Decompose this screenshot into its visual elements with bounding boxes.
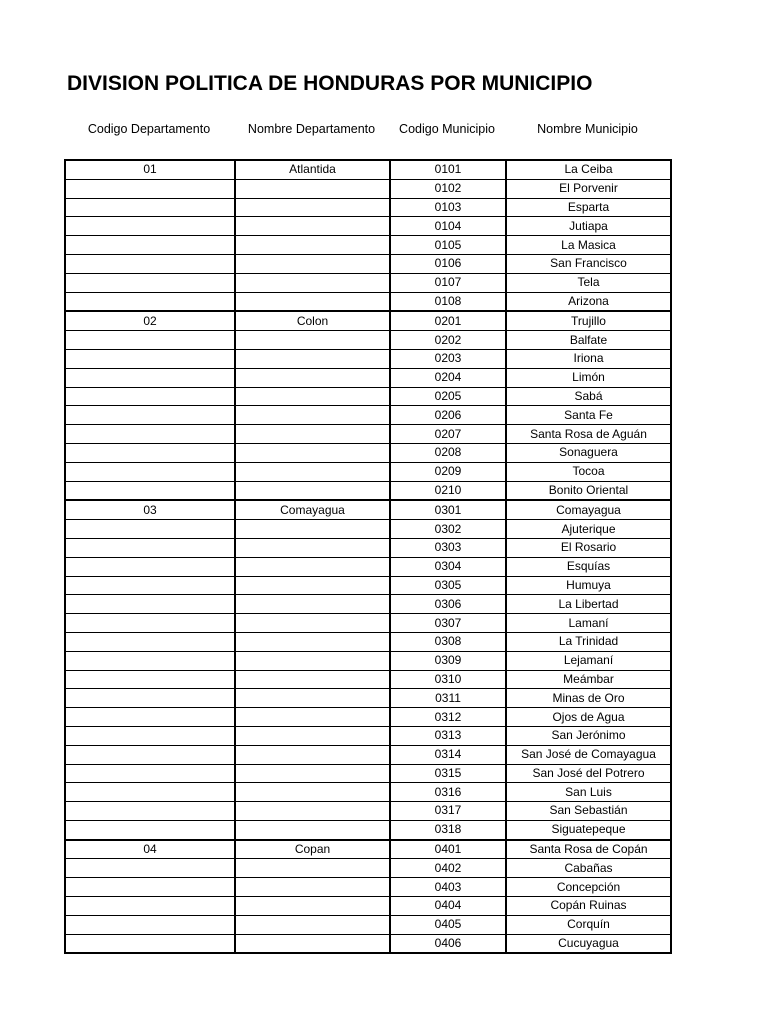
departamento-code-cell [65, 764, 235, 783]
municipio-code-cell: 0309 [390, 651, 506, 670]
municipio-code-cell: 0314 [390, 745, 506, 764]
departamento-code-cell [65, 368, 235, 387]
departamento-code-cell: 01 [65, 160, 235, 179]
municipio-code-cell: 0311 [390, 689, 506, 708]
departamento-code-cell [65, 651, 235, 670]
municipio-code-cell: 0102 [390, 179, 506, 198]
table-row [65, 840, 671, 859]
municipio-name-cell: Humuya [506, 576, 671, 595]
municipio-code-cell: 0405 [390, 915, 506, 934]
table-row [65, 160, 671, 179]
table-row [65, 217, 671, 236]
departamento-name-cell [235, 859, 390, 878]
municipio-name-cell: Sonaguera [506, 443, 671, 462]
table-row [65, 576, 671, 595]
departamento-code-cell [65, 670, 235, 689]
table-row [65, 273, 671, 292]
departamento-code-cell [65, 802, 235, 821]
departamento-name-cell [235, 520, 390, 539]
municipio-code-cell: 0201 [390, 311, 506, 330]
municipio-name-cell: El Rosario [506, 538, 671, 557]
municipio-name-cell: Tocoa [506, 462, 671, 481]
table-row [65, 878, 671, 897]
departamento-code-cell [65, 198, 235, 217]
municipio-code-cell: 0202 [390, 331, 506, 350]
departamento-name-cell [235, 745, 390, 764]
departamento-code-cell [65, 273, 235, 292]
departamento-name-cell [235, 368, 390, 387]
departamento-name-cell [235, 217, 390, 236]
table-row [65, 745, 671, 764]
municipio-name-cell: Comayagua [506, 500, 671, 519]
municipio-name-cell: Bonito Oriental [506, 481, 671, 500]
municipio-code-cell: 0104 [390, 217, 506, 236]
municipio-name-cell: La Libertad [506, 595, 671, 614]
municipio-name-cell: San Jerónimo [506, 726, 671, 745]
municipio-name-cell: Ojos de Agua [506, 708, 671, 727]
municipio-code-cell: 0209 [390, 462, 506, 481]
municipio-code-cell: 0106 [390, 254, 506, 273]
municipio-code-cell: 0108 [390, 292, 506, 311]
table-row [65, 520, 671, 539]
departamento-name-cell: Copan [235, 840, 390, 859]
departamento-code-cell [65, 331, 235, 350]
table-body [65, 160, 671, 953]
table-row [65, 198, 671, 217]
departamento-name-cell [235, 651, 390, 670]
departamento-name-cell [235, 689, 390, 708]
table-row [65, 462, 671, 481]
table-row [65, 425, 671, 444]
municipio-code-cell: 0204 [390, 368, 506, 387]
departamento-code-cell [65, 632, 235, 651]
departamento-code-cell [65, 745, 235, 764]
departamento-code-cell [65, 934, 235, 953]
table-row [65, 651, 671, 670]
departamento-code-cell [65, 557, 235, 576]
departamento-name-cell: Atlantida [235, 160, 390, 179]
municipio-code-cell: 0401 [390, 840, 506, 859]
municipio-name-cell: Limón [506, 368, 671, 387]
municipio-code-cell: 0208 [390, 443, 506, 462]
departamento-name-cell [235, 443, 390, 462]
table-row [65, 254, 671, 273]
header-codigo-departamento: Codigo Departamento [87, 122, 211, 136]
departamento-code-cell [65, 915, 235, 934]
departamento-name-cell [235, 425, 390, 444]
municipio-code-cell: 0105 [390, 236, 506, 255]
municipio-name-cell: Minas de Oro [506, 689, 671, 708]
departamento-name-cell [235, 292, 390, 311]
departamento-code-cell [65, 595, 235, 614]
municipio-code-cell: 0304 [390, 557, 506, 576]
departamento-code-cell [65, 614, 235, 633]
departamento-code-cell [65, 425, 235, 444]
municipio-name-cell: San Sebastián [506, 802, 671, 821]
municipio-code-cell: 0210 [390, 481, 506, 500]
municipio-name-cell: Copán Ruinas [506, 897, 671, 916]
municipio-code-cell: 0301 [390, 500, 506, 519]
municipio-code-cell: 0312 [390, 708, 506, 727]
municipio-code-cell: 0206 [390, 406, 506, 425]
municipio-code-cell: 0310 [390, 670, 506, 689]
table-row [65, 670, 671, 689]
departamento-code-cell [65, 538, 235, 557]
departamento-name-cell [235, 557, 390, 576]
municipio-table [64, 159, 672, 954]
municipio-name-cell: Cabañas [506, 859, 671, 878]
municipio-name-cell: Jutiapa [506, 217, 671, 236]
municipio-name-cell: Siguatepeque [506, 820, 671, 839]
table-row [65, 331, 671, 350]
departamento-name-cell [235, 726, 390, 745]
departamento-name-cell [235, 708, 390, 727]
departamento-code-cell [65, 859, 235, 878]
departamento-code-cell [65, 179, 235, 198]
departamento-name-cell [235, 915, 390, 934]
municipio-name-cell: Esquías [506, 557, 671, 576]
departamento-code-cell [65, 254, 235, 273]
departamento-name-cell [235, 179, 390, 198]
departamento-code-cell: 03 [65, 500, 235, 519]
table-row [65, 179, 671, 198]
departamento-code-cell [65, 576, 235, 595]
table-row [65, 632, 671, 651]
departamento-code-cell [65, 387, 235, 406]
departamento-name-cell [235, 387, 390, 406]
departamento-name-cell [235, 595, 390, 614]
departamento-name-cell [235, 462, 390, 481]
municipio-code-cell: 0406 [390, 934, 506, 953]
table-row [65, 595, 671, 614]
departamento-code-cell [65, 292, 235, 311]
municipio-name-cell: La Masica [506, 236, 671, 255]
municipio-code-cell: 0313 [390, 726, 506, 745]
departamento-code-cell [65, 520, 235, 539]
municipio-name-cell: Lamaní [506, 614, 671, 633]
municipio-name-cell: Santa Rosa de Aguán [506, 425, 671, 444]
header-nombre-municipio: Nombre Municipio [537, 122, 638, 136]
departamento-name-cell [235, 820, 390, 839]
table-row [65, 406, 671, 425]
municipio-name-cell: Trujillo [506, 311, 671, 330]
municipio-name-cell: Meámbar [506, 670, 671, 689]
municipio-code-cell: 0205 [390, 387, 506, 406]
departamento-name-cell [235, 198, 390, 217]
departamento-name-cell [235, 349, 390, 368]
departamento-name-cell [235, 670, 390, 689]
departamento-code-cell [65, 406, 235, 425]
departamento-name-cell [235, 632, 390, 651]
table-row [65, 820, 671, 839]
municipio-code-cell: 0303 [390, 538, 506, 557]
table-row [65, 783, 671, 802]
municipio-code-cell: 0402 [390, 859, 506, 878]
municipio-code-cell: 0306 [390, 595, 506, 614]
municipio-name-cell: Cucuyagua [506, 934, 671, 953]
table-row [65, 311, 671, 330]
table-row [65, 538, 671, 557]
municipio-name-cell: La Trinidad [506, 632, 671, 651]
table-row [65, 387, 671, 406]
departamento-name-cell [235, 576, 390, 595]
departamento-name-cell [235, 934, 390, 953]
municipio-code-cell: 0317 [390, 802, 506, 821]
municipio-code-cell: 0307 [390, 614, 506, 633]
table-row [65, 764, 671, 783]
municipio-code-cell: 0203 [390, 349, 506, 368]
departamento-code-cell [65, 481, 235, 500]
departamento-code-cell [65, 443, 235, 462]
municipio-name-cell: Arizona [506, 292, 671, 311]
municipio-code-cell: 0316 [390, 783, 506, 802]
table-row [65, 689, 671, 708]
table-row [65, 236, 671, 255]
column-header-row [64, 122, 670, 140]
municipio-name-cell: Balfate [506, 331, 671, 350]
departamento-name-cell [235, 538, 390, 557]
table-row [65, 614, 671, 633]
departamento-code-cell [65, 726, 235, 745]
municipio-code-cell: 0404 [390, 897, 506, 916]
departamento-code-cell: 02 [65, 311, 235, 330]
departamento-name-cell [235, 878, 390, 897]
departamento-name-cell [235, 406, 390, 425]
table-row [65, 802, 671, 821]
departamento-name-cell [235, 783, 390, 802]
departamento-code-cell [65, 708, 235, 727]
departamento-code-cell [65, 820, 235, 839]
municipio-name-cell: Santa Fe [506, 406, 671, 425]
municipio-name-cell: Esparta [506, 198, 671, 217]
municipio-code-cell: 0103 [390, 198, 506, 217]
table-row [65, 726, 671, 745]
municipio-code-cell: 0315 [390, 764, 506, 783]
municipio-name-cell: La Ceiba [506, 160, 671, 179]
departamento-name-cell [235, 614, 390, 633]
departamento-name-cell [235, 802, 390, 821]
table-row [65, 557, 671, 576]
departamento-name-cell: Comayagua [235, 500, 390, 519]
municipio-name-cell: San José del Potrero [506, 764, 671, 783]
departamento-name-cell [235, 236, 390, 255]
table-row [65, 349, 671, 368]
departamento-name-cell [235, 481, 390, 500]
municipio-name-cell: Concepción [506, 878, 671, 897]
table-row [65, 708, 671, 727]
departamento-name-cell [235, 764, 390, 783]
table-row [65, 292, 671, 311]
departamento-name-cell [235, 331, 390, 350]
table-row [65, 368, 671, 387]
departamento-code-cell [65, 897, 235, 916]
departamento-name-cell [235, 897, 390, 916]
table-row [65, 481, 671, 500]
table-row [65, 500, 671, 519]
municipio-code-cell: 0403 [390, 878, 506, 897]
departamento-code-cell [65, 783, 235, 802]
municipio-name-cell: Ajuterique [506, 520, 671, 539]
header-codigo-municipio: Codigo Municipio [399, 122, 495, 136]
municipio-name-cell: San Francisco [506, 254, 671, 273]
municipio-code-cell: 0305 [390, 576, 506, 595]
header-nombre-departamento: Nombre Departamento [247, 122, 376, 136]
municipio-name-cell: Sabá [506, 387, 671, 406]
departamento-code-cell [65, 689, 235, 708]
table-row [65, 915, 671, 934]
departamento-code-cell: 04 [65, 840, 235, 859]
municipio-code-cell: 0207 [390, 425, 506, 444]
departamento-code-cell [65, 236, 235, 255]
departamento-name-cell: Colon [235, 311, 390, 330]
departamento-name-cell [235, 273, 390, 292]
municipio-code-cell: 0302 [390, 520, 506, 539]
departamento-code-cell [65, 462, 235, 481]
municipio-name-cell: Lejamaní [506, 651, 671, 670]
municipio-name-cell: San José de Comayagua [506, 745, 671, 764]
table-row [65, 859, 671, 878]
table-row [65, 934, 671, 953]
municipio-code-cell: 0308 [390, 632, 506, 651]
municipio-code-cell: 0318 [390, 820, 506, 839]
municipio-name-cell: San Luis [506, 783, 671, 802]
table-row [65, 443, 671, 462]
table-row [65, 897, 671, 916]
municipio-name-cell: El Porvenir [506, 179, 671, 198]
departamento-name-cell [235, 254, 390, 273]
departamento-code-cell [65, 349, 235, 368]
municipio-name-cell: Tela [506, 273, 671, 292]
municipio-name-cell: Iriona [506, 349, 671, 368]
municipio-code-cell: 0107 [390, 273, 506, 292]
municipio-name-cell: Santa Rosa de Copán [506, 840, 671, 859]
departamento-code-cell [65, 878, 235, 897]
municipio-code-cell: 0101 [390, 160, 506, 179]
document-title: DIVISION POLITICA DE HONDURAS POR MUNICIPIO [67, 72, 593, 95]
municipio-name-cell: Corquín [506, 915, 671, 934]
departamento-code-cell [65, 217, 235, 236]
